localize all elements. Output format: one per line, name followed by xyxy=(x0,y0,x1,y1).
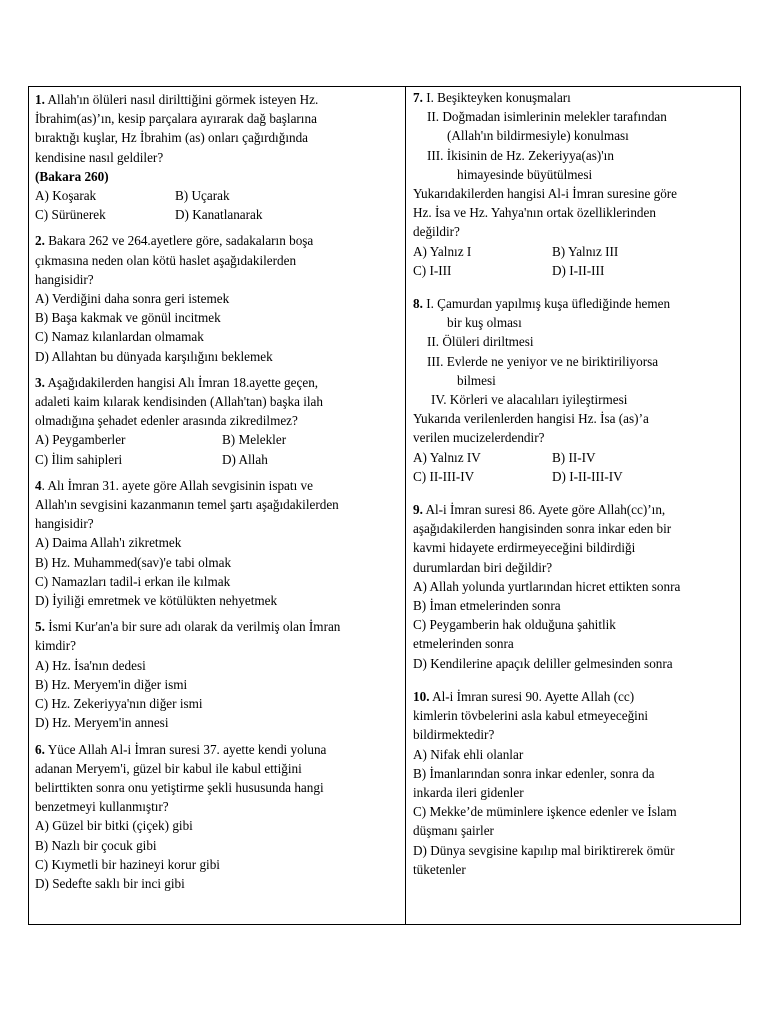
question-10 xyxy=(413,687,734,879)
option-b: B) Hz. Meryem'in diğer ismi xyxy=(35,676,188,692)
question-stem-line: İsmi Kur'an'a bir sure adı olarak da verilmiş olan İmran xyxy=(48,619,341,635)
question-stem-line: değildir? xyxy=(413,224,460,240)
question-4 xyxy=(35,476,399,610)
option-b: B) Başa kakmak ve gönül incitmek xyxy=(35,310,221,326)
question-stem-line: Bakara 262 ve 264.ayetlere göre, sadakaların boşa xyxy=(48,233,314,249)
question-number: 7. xyxy=(413,90,423,105)
premise-item: III. İkisinin de Hz. Zekeriyya(as)'ın xyxy=(427,147,614,163)
question-stem-line: kavmi hidayete erdirmeyeceğini bildirdiği xyxy=(413,540,636,556)
option-a: A) Allah yolunda yurtlarından hicret ettikten sonra xyxy=(413,578,681,594)
option-c: C) İlim sahipleri xyxy=(35,451,123,467)
question-2 xyxy=(35,231,399,365)
option-a: A) Verdiğini daha sonra geri istemek xyxy=(35,291,230,307)
question-number: 5. xyxy=(35,619,45,635)
option-b: B) II-IV xyxy=(552,449,596,465)
premise-item-continued: bilmesi xyxy=(457,372,496,388)
option-c-continued: düşmanı şairler xyxy=(413,823,494,839)
question-1 xyxy=(35,90,399,224)
question-stem-line: adanan Meryem'i, güzel bir kabul ile kabul ettiğini xyxy=(35,760,302,776)
premise-item: II. Doğmadan isimlerinin melekler tarafından xyxy=(427,109,667,125)
question-stem-line: verilen mucizelerdendir? xyxy=(413,430,545,446)
question-stem-line: Allah'ın sevgisini kazanmanın temel şartı aşağıdakilerden xyxy=(35,497,339,513)
premise-item: I. Çamurdan yapılmış kuşa üflediğinde hemen xyxy=(426,296,671,312)
question-stem-line: kimlerin tövbelerini asla kabul etmeyeceğini xyxy=(413,708,649,724)
option-b: B) Melekler xyxy=(222,432,287,448)
question-number: 4 xyxy=(35,477,42,493)
option-c: C) Namaz kılanlardan olmamak xyxy=(35,329,204,345)
question-number: 9. xyxy=(413,502,423,518)
question-stem-line: olmadığına şehadet edenler arasında zikredilmez? xyxy=(35,413,298,429)
question-stem-line: hangisidir? xyxy=(35,516,94,532)
option-a: A) Peygamberler xyxy=(35,432,126,448)
question-sheet-table xyxy=(28,86,741,925)
question-stem-line: çıkmasına neden olan kötü haslet aşağıdakilerden xyxy=(35,252,297,268)
option-d: D) I-II-III xyxy=(552,262,605,278)
question-6 xyxy=(35,740,399,894)
option-d: D) Dünya sevgisine kapılıp mal biriktirerek ömür xyxy=(413,842,675,858)
option-a: A) Koşarak xyxy=(35,188,97,204)
option-b: B) Uçarak xyxy=(175,188,230,204)
question-stem-line: Al-i İmran suresi 90. Ayette Allah (cc) xyxy=(432,688,635,704)
question-stem-line: kimdir? xyxy=(35,638,77,654)
premise-item: III. Evlerde ne yeniyor ve ne biriktiriliyorsa xyxy=(427,353,659,369)
question-stem-line: Aşağıdakilerden hangisi Alı İmran 18.ayette geçen, xyxy=(47,374,319,390)
option-d: D) Kanatlanarak xyxy=(175,207,263,223)
question-3 xyxy=(35,373,399,469)
premise-item: II. Ölüleri diriltmesi xyxy=(427,334,534,350)
option-c-continued: etmelerinden sonra xyxy=(413,636,514,652)
option-c: C) I-III xyxy=(413,262,452,278)
option-d: D) I-II-III-IV xyxy=(552,468,623,484)
option-d: D) Sedefte saklı bir inci gibi xyxy=(35,875,185,891)
question-number: 3. xyxy=(35,374,45,390)
question-stem-line: Hz. İsa ve Hz. Yahya'nın ortak özelliklerinden xyxy=(413,205,656,221)
premise-item-continued: (Allah'ın bildirmesiyle) konulması xyxy=(447,128,629,144)
option-a: A) Daima Allah'ı zikretmek xyxy=(35,535,182,551)
option-c: C) Kıymetli bir hazineyi korur gibi xyxy=(35,856,220,872)
premise-item-continued: himayesinde büyütülmesi xyxy=(457,166,593,182)
question-5 xyxy=(35,617,399,732)
question-stem-line: . Alı İmran 31. ayete göre Allah sevgisinin ispatı ve xyxy=(41,477,313,493)
question-9 xyxy=(413,500,734,673)
question-number: 10. xyxy=(413,688,430,704)
question-number: 2. xyxy=(35,233,45,249)
question-stem-line: bıraktığı kuşlar, Hz İbrahim (as) onları çağırdığında xyxy=(35,130,309,146)
option-b-continued: inkarda ileri gidenler xyxy=(413,784,524,800)
question-number: 6. xyxy=(35,741,45,757)
option-c: C) Peygamberin hak olduğuna şahitlik xyxy=(413,617,616,633)
option-b: B) Nazlı bir çocuk gibi xyxy=(35,837,157,853)
option-d: D) İyiliği emretmek ve kötülükten nehyetmek xyxy=(35,593,278,609)
question-stem-line: İbrahim(as)’ın, kesip parçalara ayırarak dağ başlarına xyxy=(35,111,317,127)
option-b: B) İman etmelerinden sonra xyxy=(413,598,561,614)
option-b: B) İmanlarından sonra inkar edenler, sonra da xyxy=(413,765,655,781)
option-d-continued: tüketenler xyxy=(413,861,466,877)
option-a: A) Hz. İsa'nın dedesi xyxy=(35,657,146,673)
question-stem-line: Yukarıdakilerden hangisi Al-i İmran suresine göre xyxy=(413,186,678,202)
option-c: C) Namazları tadil-i erkan ile kılmak xyxy=(35,573,231,589)
question-stem-line: adaleti kaim kılarak kendisinden (Allah'tan) başka ilah xyxy=(35,394,324,410)
option-d: D) Hz. Meryem'in annesi xyxy=(35,715,169,731)
option-c: C) Sürünerek xyxy=(35,207,106,223)
premise-item: I. Beşikteyken konuşmaları xyxy=(426,90,571,105)
premise-item: IV. Körleri ve alacalıları iyileştirmesi xyxy=(431,392,628,408)
option-c: C) II-III-IV xyxy=(413,468,475,484)
question-7 xyxy=(413,88,734,280)
option-a: A) Güzel bir bitki (çiçek) gibi xyxy=(35,818,193,834)
question-stem-line: kendisine nasıl geldiler? xyxy=(35,149,164,165)
question-stem-line: Al-i İmran suresi 86. Ayete göre Allah(cc)’ın, xyxy=(425,502,666,518)
option-c: C) Mekke’de müminlere işkence edenler ve İslam xyxy=(413,804,677,820)
option-d: D) Kendilerine apaçık deliller gelmesinden sonra xyxy=(413,655,673,671)
question-stem-line: hangisidir? xyxy=(35,271,94,287)
question-8 xyxy=(413,294,734,486)
question-stem-line: Allah'ın ölüleri nasıl dirilttiğini görmek isteyen Hz. xyxy=(47,92,319,107)
question-stem-line: bildirmektedir? xyxy=(413,727,495,743)
option-b: B) Yalnız III xyxy=(552,243,619,259)
question-stem-line: durumlardan biri değildir? xyxy=(413,559,553,575)
option-d: D) Allah xyxy=(222,451,268,467)
option-a: A) Yalnız IV xyxy=(413,449,481,465)
question-stem-line: aşağıdakilerden hangisinden sonra inkar eden bir xyxy=(413,521,672,537)
option-b: B) Hz. Muhammed(sav)'e tabi olmak xyxy=(35,554,232,570)
question-number: 8. xyxy=(413,296,423,312)
verse-reference: (Bakara 260) xyxy=(35,168,109,184)
question-number: 1. xyxy=(35,92,45,107)
option-d: D) Allahtan bu dünyada karşılığını beklemek xyxy=(35,348,273,364)
question-stem-line: belirttikten sonra onu yetiştirme şekli hususunda hangi xyxy=(35,779,324,795)
option-a: A) Nifak ehli olanlar xyxy=(413,746,524,762)
left-column xyxy=(29,87,405,924)
question-stem-line: Yukarıda verilenlerden hangisi Hz. İsa (as)’a xyxy=(413,411,649,427)
question-stem-line: benzetmeyi kullanmıştır? xyxy=(35,799,169,815)
question-stem-line: Yüce Allah Al-i İmran suresi 37. ayette kendi yoluna xyxy=(47,741,327,757)
premise-item-continued: bir kuş olması xyxy=(447,315,522,331)
option-a: A) Yalnız I xyxy=(413,243,472,259)
option-c: C) Hz. Zekeriyya'nın diğer ismi xyxy=(35,696,203,712)
right-column xyxy=(405,87,740,924)
